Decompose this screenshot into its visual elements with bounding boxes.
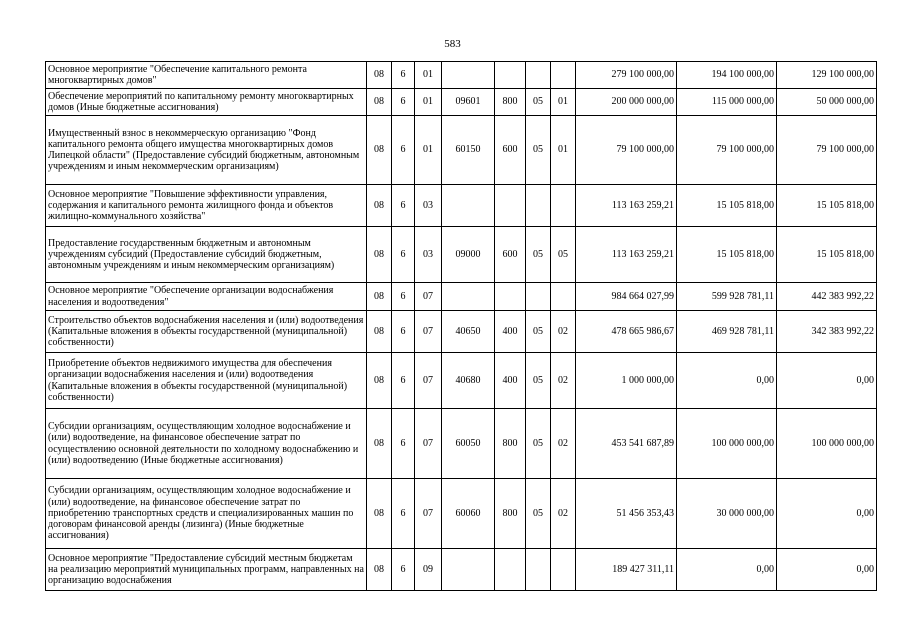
code-expense-type <box>495 62 526 89</box>
code-subsection: 01 <box>551 89 576 116</box>
code-activity: 07 <box>415 353 442 409</box>
code-chapter: 08 <box>367 311 392 353</box>
code-expense-type: 800 <box>495 479 526 549</box>
amount-year-3: 0,00 <box>777 353 877 409</box>
table-row <box>46 62 877 89</box>
amount-year-1: 200 000 000,00 <box>576 89 677 116</box>
code-direction: 40650 <box>442 311 495 353</box>
code-program: 6 <box>392 353 415 409</box>
code-activity: 07 <box>415 311 442 353</box>
code-activity: 03 <box>415 227 442 283</box>
code-program: 6 <box>392 62 415 89</box>
code-expense-type: 600 <box>495 227 526 283</box>
amount-year-3: 15 105 818,00 <box>777 185 877 227</box>
code-chapter: 08 <box>367 62 392 89</box>
row-description: Основное мероприятие "Предоставление субсидий местным бюджетам на реализацию мероприятий муниципальных программ, направленных на организацию водоснабжения <box>46 549 367 591</box>
row-description: Субсидии организациям, осуществляющим холодное водоснабжение и (или) водоотведение, на финансовое обеспечение затрат по приобретению транспортных средств и специализированных машин по договорам финансовой аренды (лизинга) (Иные бюджетные ассигнования) <box>46 479 367 549</box>
amount-year-3: 15 105 818,00 <box>777 227 877 283</box>
code-chapter: 08 <box>367 116 392 185</box>
code-section <box>526 283 551 311</box>
code-direction: 40680 <box>442 353 495 409</box>
amount-year-2: 115 000 000,00 <box>677 89 777 116</box>
code-program: 6 <box>392 227 415 283</box>
code-direction <box>442 185 495 227</box>
code-activity: 01 <box>415 62 442 89</box>
code-subsection: 02 <box>551 479 576 549</box>
amount-year-1: 113 163 259,21 <box>576 185 677 227</box>
code-program: 6 <box>392 549 415 591</box>
code-direction: 09000 <box>442 227 495 283</box>
amount-year-3: 442 383 992,22 <box>777 283 877 311</box>
table-row <box>46 409 877 479</box>
code-direction <box>442 549 495 591</box>
amount-year-2: 0,00 <box>677 353 777 409</box>
code-section <box>526 549 551 591</box>
code-section: 05 <box>526 89 551 116</box>
code-chapter: 08 <box>367 353 392 409</box>
code-expense-type <box>495 549 526 591</box>
code-activity: 01 <box>415 116 442 185</box>
amount-year-1: 113 163 259,21 <box>576 227 677 283</box>
code-expense-type: 400 <box>495 353 526 409</box>
code-section: 05 <box>526 353 551 409</box>
table-row <box>46 479 877 549</box>
code-chapter: 08 <box>367 409 392 479</box>
code-chapter: 08 <box>367 185 392 227</box>
code-section: 05 <box>526 311 551 353</box>
amount-year-2: 100 000 000,00 <box>677 409 777 479</box>
row-description: Приобретение объектов недвижимого имущества для обеспечения организации водоснабжения населения и (или) водоотведения (Капитальные вложения в объекты государственной (муниципальной) собственности) <box>46 353 367 409</box>
code-direction: 09601 <box>442 89 495 116</box>
budget-table <box>45 61 877 591</box>
code-chapter: 08 <box>367 479 392 549</box>
code-section: 05 <box>526 409 551 479</box>
code-direction <box>442 283 495 311</box>
table-row <box>46 89 877 116</box>
code-section: 05 <box>526 227 551 283</box>
page-number: 583 <box>444 38 461 50</box>
code-section <box>526 62 551 89</box>
code-expense-type: 800 <box>495 409 526 479</box>
code-program: 6 <box>392 89 415 116</box>
code-program: 6 <box>392 311 415 353</box>
row-description: Предоставление государственным бюджетным и автономным учреждениям субсидий (Предоставление субсидий бюджетным, автономным учреждениям и иным некоммерческим организациям) <box>46 227 367 283</box>
code-direction: 60050 <box>442 409 495 479</box>
code-activity: 01 <box>415 89 442 116</box>
code-subsection <box>551 549 576 591</box>
code-subsection: 02 <box>551 409 576 479</box>
row-description: Имущественный взнос в некоммерческую организацию "Фонд капитального ремонта общего имущества многоквартирных домов Липецкой области" (Предоставление субсидий бюджетным, автономным учреждениям и иным некоммерческим организациям) <box>46 116 367 185</box>
amount-year-3: 0,00 <box>777 479 877 549</box>
amount-year-2: 0,00 <box>677 549 777 591</box>
amount-year-2: 15 105 818,00 <box>677 185 777 227</box>
code-expense-type: 800 <box>495 89 526 116</box>
code-subsection: 05 <box>551 227 576 283</box>
amount-year-3: 129 100 000,00 <box>777 62 877 89</box>
amount-year-1: 51 456 353,43 <box>576 479 677 549</box>
amount-year-2: 599 928 781,11 <box>677 283 777 311</box>
amount-year-2: 30 000 000,00 <box>677 479 777 549</box>
code-program: 6 <box>392 479 415 549</box>
code-expense-type: 600 <box>495 116 526 185</box>
table-row <box>46 311 877 353</box>
code-expense-type: 400 <box>495 311 526 353</box>
amount-year-2: 469 928 781,11 <box>677 311 777 353</box>
code-subsection: 01 <box>551 116 576 185</box>
row-description: Основное мероприятие "Повышение эффективности управления, содержания и капитального ремонта жилищного фонда и объектов жилищно-коммунального хозяйства" <box>46 185 367 227</box>
amount-year-2: 194 100 000,00 <box>677 62 777 89</box>
code-subsection <box>551 283 576 311</box>
code-program: 6 <box>392 116 415 185</box>
code-section: 05 <box>526 116 551 185</box>
code-direction <box>442 62 495 89</box>
code-subsection <box>551 185 576 227</box>
amount-year-1: 984 664 027,99 <box>576 283 677 311</box>
code-direction: 60060 <box>442 479 495 549</box>
row-description: Обеспечение мероприятий по капитальному ремонту многоквартирных домов (Иные бюджетные ассигнования) <box>46 89 367 116</box>
row-description: Основное мероприятие "Обеспечение капитального ремонта многоквартирных домов" <box>46 62 367 89</box>
amount-year-3: 79 100 000,00 <box>777 116 877 185</box>
code-activity: 03 <box>415 185 442 227</box>
code-activity: 07 <box>415 479 442 549</box>
amount-year-1: 279 100 000,00 <box>576 62 677 89</box>
code-expense-type <box>495 185 526 227</box>
code-subsection: 02 <box>551 353 576 409</box>
table-row <box>46 283 877 311</box>
amount-year-3: 0,00 <box>777 549 877 591</box>
amount-year-1: 453 541 687,89 <box>576 409 677 479</box>
code-program: 6 <box>392 409 415 479</box>
amount-year-3: 100 000 000,00 <box>777 409 877 479</box>
code-section <box>526 185 551 227</box>
code-program: 6 <box>392 283 415 311</box>
code-section: 05 <box>526 479 551 549</box>
table-row <box>46 353 877 409</box>
table-row <box>46 185 877 227</box>
amount-year-1: 189 427 311,11 <box>576 549 677 591</box>
code-chapter: 08 <box>367 283 392 311</box>
table-row <box>46 227 877 283</box>
amount-year-3: 50 000 000,00 <box>777 89 877 116</box>
code-chapter: 08 <box>367 227 392 283</box>
amount-year-1: 79 100 000,00 <box>576 116 677 185</box>
amount-year-1: 478 665 986,67 <box>576 311 677 353</box>
table-row <box>46 116 877 185</box>
amount-year-2: 15 105 818,00 <box>677 227 777 283</box>
code-direction: 60150 <box>442 116 495 185</box>
code-expense-type <box>495 283 526 311</box>
code-subsection: 02 <box>551 311 576 353</box>
code-chapter: 08 <box>367 89 392 116</box>
row-description: Строительство объектов водоснабжения населения и (или) водоотведения (Капитальные вложения в объекты государственной (муниципальной) собственности) <box>46 311 367 353</box>
code-activity: 07 <box>415 409 442 479</box>
amount-year-1: 1 000 000,00 <box>576 353 677 409</box>
code-activity: 09 <box>415 549 442 591</box>
code-subsection <box>551 62 576 89</box>
code-activity: 07 <box>415 283 442 311</box>
table-row <box>46 549 877 591</box>
row-description: Субсидии организациям, осуществляющим холодное водоснабжение и (или) водоотведение, на финансовое обеспечение затрат по осуществлению основной деятельности по холодному водоснабжению и (или) водоотведению (Иные бюджетные ассигнования) <box>46 409 367 479</box>
row-description: Основное мероприятие "Обеспечение организации водоснабжения населения и водоотведения" <box>46 283 367 311</box>
code-chapter: 08 <box>367 549 392 591</box>
amount-year-2: 79 100 000,00 <box>677 116 777 185</box>
code-program: 6 <box>392 185 415 227</box>
amount-year-3: 342 383 992,22 <box>777 311 877 353</box>
